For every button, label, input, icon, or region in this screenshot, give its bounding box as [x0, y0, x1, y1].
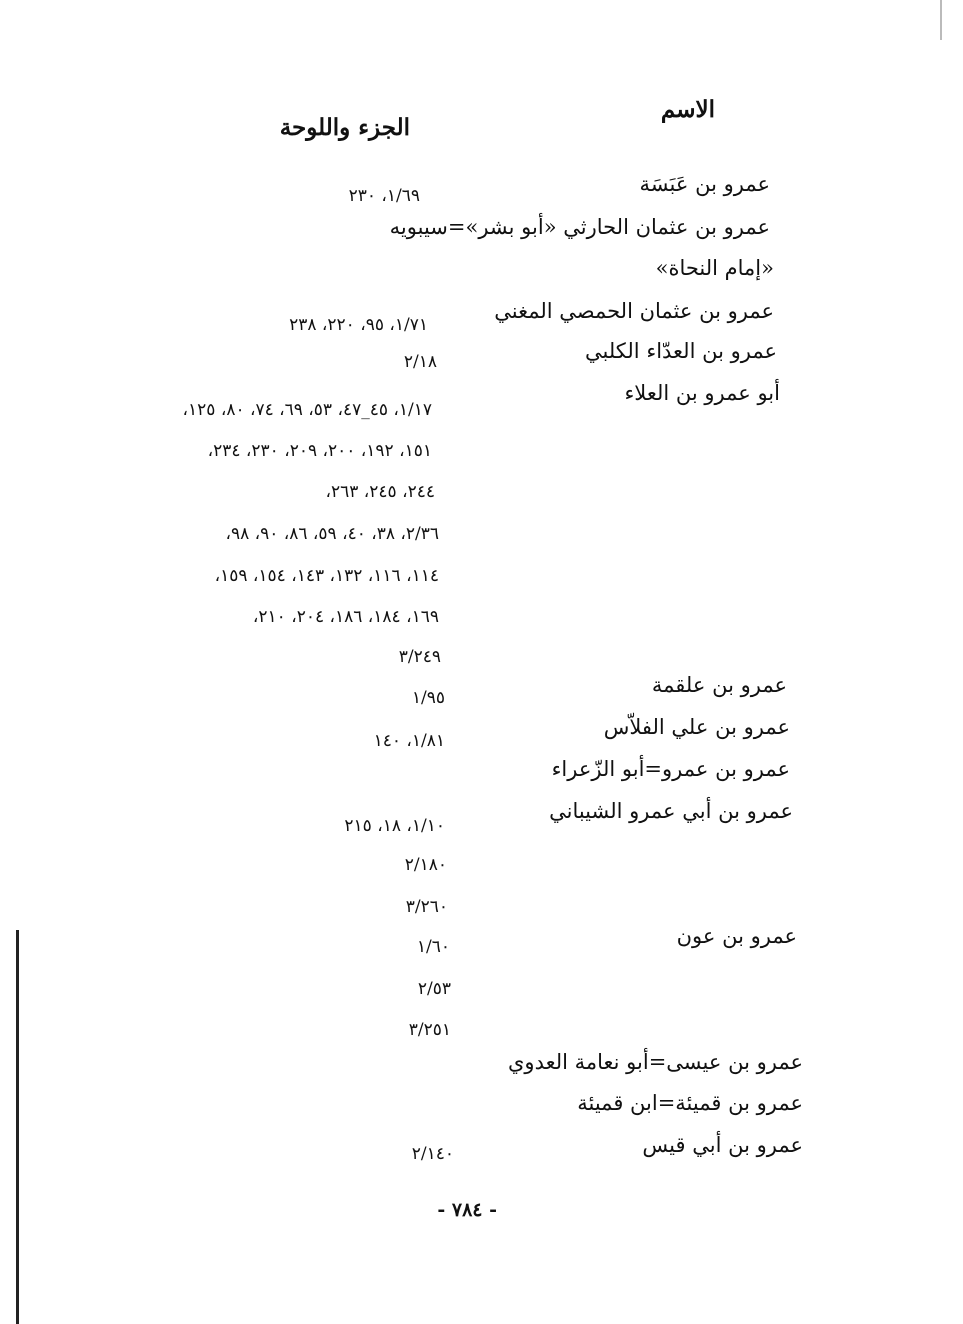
name-entry: عمرو بن عثمان الحمصي المغني: [494, 299, 774, 323]
ref-entry: ١٥١، ١٩٢، ٢٠٠، ٢٠٩، ٢٣٠، ٢٣٤،: [207, 441, 432, 461]
ref-entry: ٢/١٨: [403, 352, 437, 372]
name-column-header: الاسم: [660, 96, 715, 123]
page-edge-mark: [940, 0, 942, 40]
ref-entry: ١/٩٥: [411, 688, 445, 708]
name-entry: عمرو بن أبي قيس: [642, 1133, 803, 1157]
ref-entry: ٢/٥٣: [417, 979, 451, 999]
name-entry: «إمام النحاة»: [655, 256, 774, 280]
ref-entry: ٣/٢٦٠: [405, 897, 448, 917]
ref-column-header: الجزء واللوحة: [279, 114, 410, 141]
ref-entry: ١/١٠، ١٨، ٢١٥: [344, 816, 445, 836]
ref-entry: ٣/٢٥١: [408, 1020, 451, 1040]
ref-entry: ١/١٧، ٤٥_٤٧، ٥٣، ٦٩، ٧٤، ٨٠، ١٢٥،: [182, 400, 432, 420]
name-entry: عمرو بن عون: [676, 924, 797, 948]
ref-entry: ١/٦٠: [416, 937, 450, 957]
name-entry: عمرو بن علي الفلاّس: [603, 715, 790, 739]
name-entry: عمرو بن عثمان الحارثي «أبو بشر»=سيبويه: [389, 215, 770, 239]
ref-entry: ١٦٩، ١٨٤، ١٨٦، ٢٠٤، ٢١٠،: [252, 607, 439, 627]
name-entry: عمرو بن علقمة: [651, 673, 787, 697]
name-entry: عمرو بن أبي عمرو الشيباني: [549, 799, 793, 823]
ref-entry: ١١٤، ١١٦، ١٣٢، ١٤٣، ١٥٤، ١٥٩،: [214, 566, 439, 586]
ref-entry: ٢/١٨٠: [404, 855, 447, 875]
name-entry: عمرو بن عَبَسَة: [639, 172, 770, 196]
page-number: - ٧٨٤ -: [437, 1199, 497, 1221]
ref-entry: ٢/١٤٠: [411, 1144, 454, 1164]
name-entry: عمرو بن العدّاء الكلبي: [585, 339, 777, 363]
name-entry: عمرو بن عمرو=أبو الزّعراء: [551, 757, 790, 781]
name-entry: أبو عمرو بن العلاء: [624, 381, 780, 405]
ref-entry: ١/٧١، ٩٥، ٢٢٠، ٢٣٨: [289, 315, 428, 335]
ref-entry: ٣/٢٤٩: [398, 647, 441, 667]
scan-binding-line: [16, 930, 19, 1324]
ref-entry: ٢٤٤، ٢٤٥، ٢٦٣،: [325, 482, 435, 502]
name-entry: عمرو بن عيسى=أبو نعامة العدوي: [507, 1050, 803, 1074]
ref-entry: ٢/٣٦، ٣٨، ٤٠، ٥٩، ٨٦، ٩٠، ٩٨،: [225, 524, 439, 544]
ref-entry: ١/٦٩، ٢٣٠: [348, 186, 420, 206]
ref-entry: ١/٨١، ١٤٠: [373, 731, 445, 751]
name-entry: عمرو بن قميئة=ابن قميئة: [577, 1091, 803, 1115]
